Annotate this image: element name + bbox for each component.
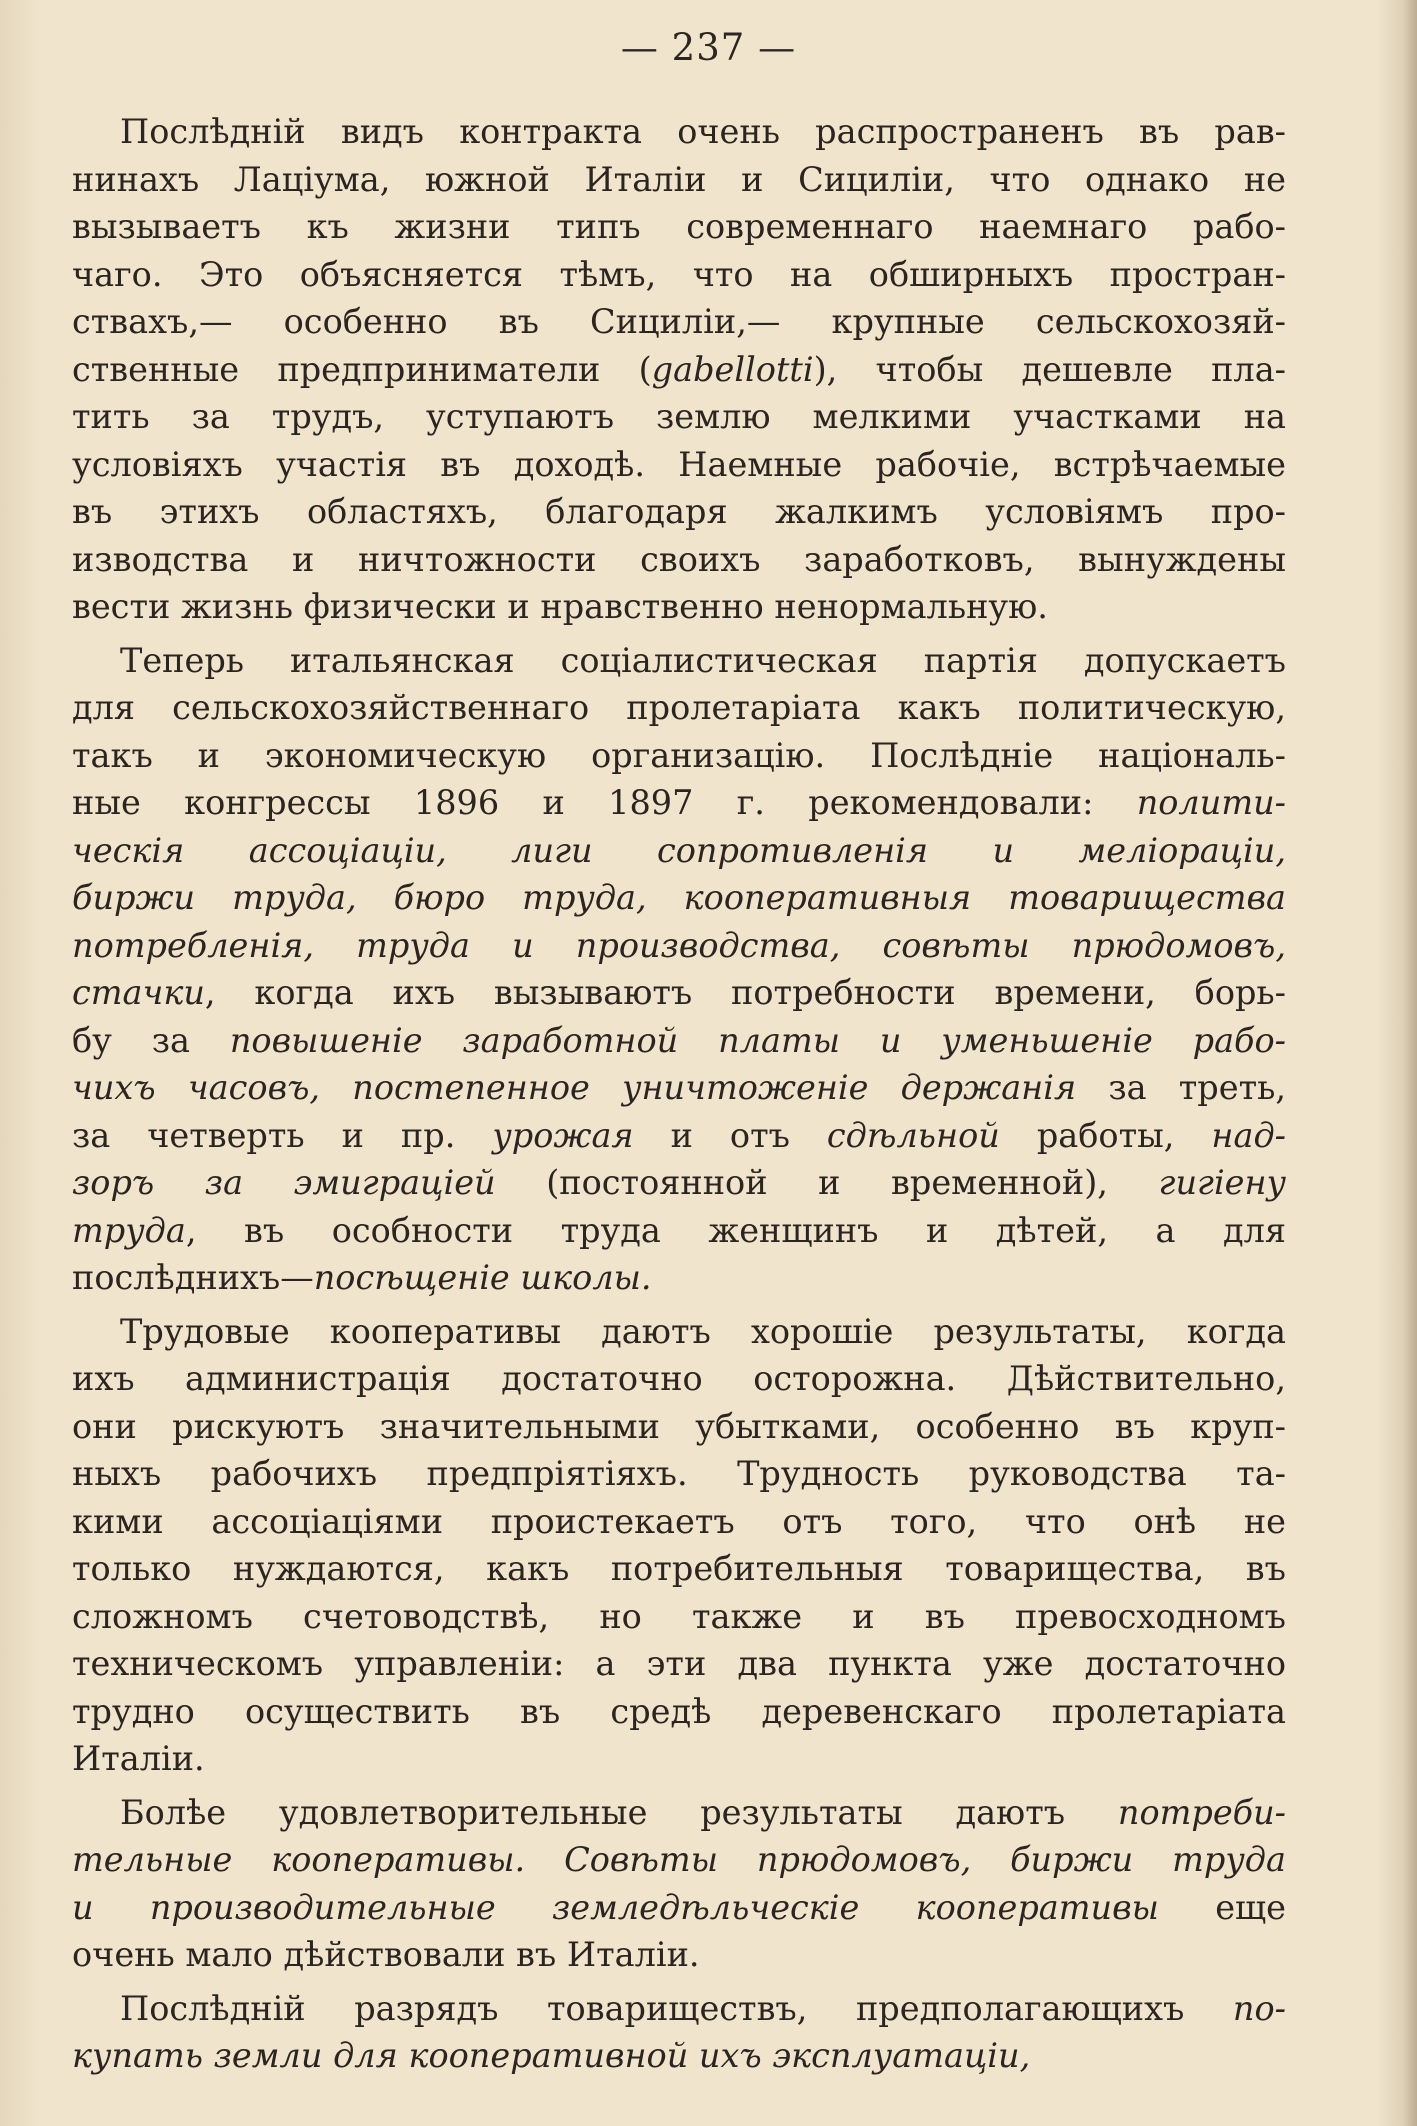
text-line [72, 1789, 1286, 1837]
text-line [72, 298, 1286, 346]
text-line [72, 1985, 1286, 2033]
text-run: ныхъ рабочихъ предпріятіяхъ. Трудность руководства та- [72, 1454, 1286, 1493]
text-run: Послѣдній разрядъ товариществъ, предполагающихъ [120, 1988, 1233, 2028]
italic-text-run: полити- [1136, 783, 1286, 822]
italic-text-run: gabellotti [651, 349, 814, 389]
text-run: кими ассоціаціями проистекаетъ отъ того, что онѣ не [72, 1501, 1286, 1541]
italic-text-run: зоръ за эмиграціей [72, 1163, 496, 1202]
text-line [72, 1355, 1286, 1403]
text-line [72, 637, 1286, 685]
italic-text-run: по- [1232, 1988, 1286, 2028]
italic-text-run: биржи труда, бюро труда, кооперативныя товарищества [72, 878, 1286, 917]
text-line [72, 108, 1286, 156]
text-run: трудно осуществить въ средѣ деревенскаго пролетаріата [72, 1691, 1286, 1731]
paragraph [72, 637, 1286, 1302]
italic-text-run: чихъ часовъ, постепенное уничтоженіе держанія [72, 1068, 1077, 1107]
text-line [72, 922, 1286, 970]
text-run: ствахъ,— особенно въ Сициліи,— крупные сельскохозяй- [72, 302, 1286, 341]
text-line [72, 684, 1286, 732]
text-run: за четверть и пр. [72, 1115, 493, 1155]
italic-text-run: посѣщеніе школы. [313, 1258, 652, 1297]
text-line [72, 1498, 1286, 1546]
text-run: такъ и экономическую организацію. Послѣдніе національ- [72, 735, 1286, 775]
italic-text-run: повышеніе заработной платы и уменьшеніе рабо- [229, 1020, 1286, 1060]
text-run: ные конгрессы 1896 и 1897 г. рекомендовали: [72, 783, 1137, 822]
italic-text-run: ческія ассоціаціи, лиги сопротивленія и меліораціи, [72, 830, 1286, 870]
text-run: очень мало дѣйствовали въ Италіи. [72, 1935, 700, 1974]
italic-text-run: сдѣльной [826, 1115, 1000, 1155]
text-line [72, 874, 1286, 922]
text-run: работы, [999, 1115, 1212, 1155]
text-line [72, 1836, 1286, 1884]
text-line [72, 1254, 1286, 1302]
text-line [72, 779, 1286, 827]
text-line [72, 1159, 1286, 1207]
text-run: , когда ихъ вызываютъ потребности времени, борь- [204, 973, 1286, 1012]
text-line [72, 346, 1286, 394]
text-run: изводства и ничтожности своихъ заработковъ, вынуждены [72, 539, 1286, 579]
text-line [72, 1884, 1286, 1932]
italic-text-run: труда [72, 1210, 186, 1250]
text-run: Теперь итальянская соціалистическая партія допускаетъ [120, 640, 1286, 680]
text-line [72, 488, 1286, 536]
text-run: еще [1158, 1887, 1286, 1927]
text-line [72, 536, 1286, 584]
text-line [72, 732, 1286, 780]
italic-text-run: стачки [72, 973, 205, 1012]
text-line [72, 1931, 1286, 1979]
text-line [72, 251, 1286, 299]
text-run: (постоянной и временной), [495, 1163, 1159, 1202]
text-line [72, 1735, 1286, 1783]
text-line [72, 1545, 1286, 1593]
page-number: — 237 — [620, 26, 797, 69]
text-run: вести жизнь физически и нравственно ненормальную. [72, 587, 1048, 626]
text-line [72, 827, 1286, 875]
text-run: въ этихъ областяхъ, благодаря жалкимъ условіямъ про- [72, 492, 1286, 531]
page-body [72, 108, 1286, 2080]
text-run: только нуждаются, какъ потребительныя товарищества, въ [72, 1549, 1286, 1588]
text-line [72, 1017, 1286, 1065]
text-run: они рискуютъ значительными убытками, особенно въ круп- [72, 1406, 1286, 1446]
paragraph [72, 1985, 1286, 2080]
italic-text-run: купать земли для кооперативной ихъ эксплуатаціи, [72, 2036, 1031, 2075]
paragraph [72, 108, 1286, 631]
text-run: Италіи. [72, 1739, 205, 1778]
text-run: , въ особности труда женщинъ и дѣтей, а для [185, 1210, 1286, 1250]
text-run: Болѣе удовлетворительные результаты даютъ [120, 1792, 1118, 1832]
text-line [72, 393, 1286, 441]
italic-text-run: урожая [492, 1115, 634, 1155]
text-run: послѣднихъ— [72, 1258, 314, 1297]
text-line [72, 1450, 1286, 1498]
text-line [72, 1064, 1286, 1112]
text-line [72, 1593, 1286, 1641]
text-run: Трудовые кооперативы даютъ хорошіе результаты, когда [120, 1311, 1286, 1351]
text-run: ственные предприниматели ( [72, 349, 652, 389]
italic-text-run: тельные кооперативы. Совѣты прюдомовъ, биржи труда [72, 1840, 1286, 1879]
text-line [72, 1688, 1286, 1736]
text-line [72, 583, 1286, 631]
italic-text-run: потреби- [1117, 1792, 1286, 1832]
text-run: ихъ администрація достаточно осторожна. Дѣйствительно, [72, 1359, 1286, 1398]
text-line [72, 1403, 1286, 1451]
text-line [72, 2032, 1286, 2080]
text-run: сложномъ счетоводствѣ, но также и въ превосходномъ [72, 1596, 1286, 1636]
text-line [72, 1308, 1286, 1356]
text-run: ), чтобы дешевле пла- [813, 349, 1286, 389]
text-run: техническомъ управленіи: а эти два пункта уже достаточно [72, 1644, 1286, 1683]
paragraph [72, 1789, 1286, 1979]
text-run: для сельскохозяйственнаго пролетаріата какъ политическую, [72, 688, 1286, 727]
text-run: нинахъ Лаціума, южной Италіи и Сициліи, что однако не [72, 159, 1286, 199]
italic-text-run: потребленія, труда и производства, совѣты прюдомовъ, [72, 925, 1286, 965]
italic-text-run: и производительные земледѣльческіе кооперативы [72, 1887, 1159, 1927]
italic-text-run: гигіену [1158, 1163, 1287, 1202]
text-line [72, 203, 1286, 251]
text-run: тить за трудъ, уступаютъ землю мелкими участками на [72, 397, 1286, 436]
text-line [72, 969, 1286, 1017]
text-run: условіяхъ участія въ доходѣ. Наемные рабочіе, встрѣчаемые [72, 444, 1286, 484]
text-line [72, 441, 1286, 489]
text-run: чаго. Это объясняется тѣмъ, что на обширныхъ простран- [72, 254, 1286, 294]
paragraph [72, 1308, 1286, 1783]
text-run: Послѣдній видъ контракта очень распространенъ въ рав- [120, 112, 1286, 151]
text-line [72, 1112, 1286, 1160]
text-line [72, 156, 1286, 204]
text-run: бу за [72, 1020, 230, 1060]
italic-text-run: над- [1211, 1115, 1286, 1155]
text-line [72, 1207, 1286, 1255]
text-line [72, 1640, 1286, 1688]
text-run: вызываетъ къ жизни типъ современнаго наемнаго рабо- [72, 207, 1286, 246]
text-run: за треть, [1076, 1068, 1286, 1107]
text-run: и отъ [633, 1115, 827, 1155]
